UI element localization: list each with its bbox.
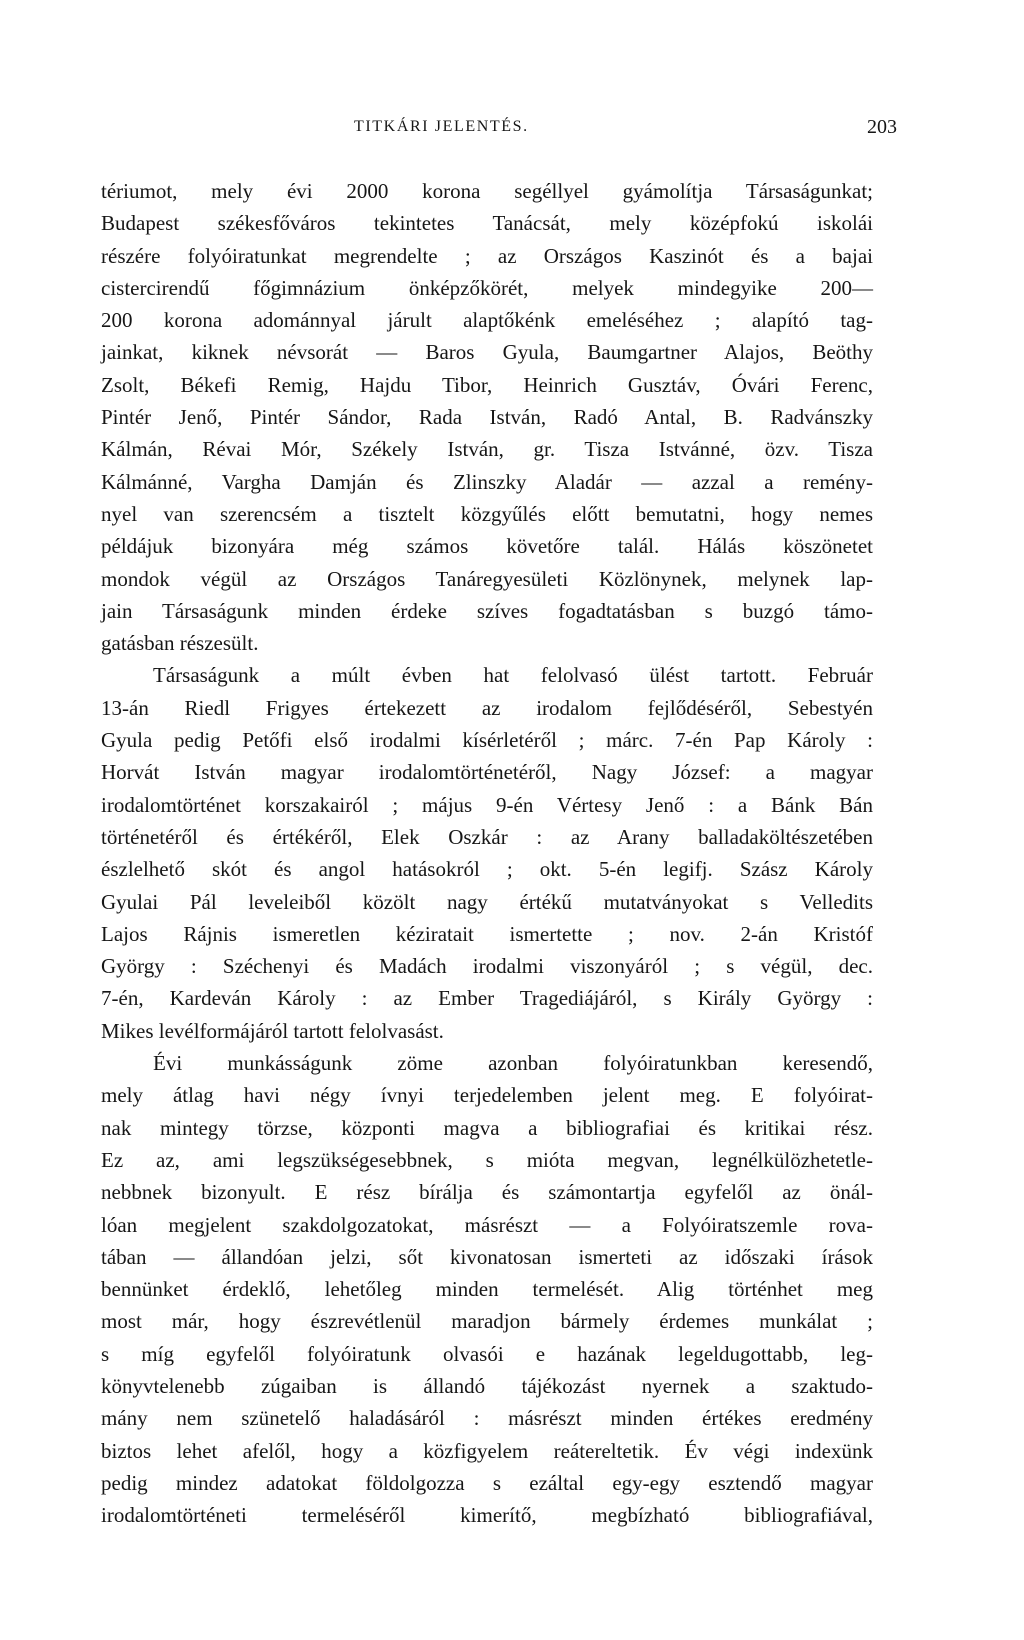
text-line: irodalomtörténeti termeléséről kimerítő, megbízható bibliografiával, <box>101 1503 873 1528</box>
running-title: TITKÁRI JELENTÉS. <box>354 118 529 135</box>
text-line: gatásban részesült. <box>101 631 259 656</box>
text-line: most már, hogy észrevétlenül maradjon bármely érdemes munkálat ; <box>101 1309 873 1334</box>
text-line: tában — állandóan jelzi, sőt kivonatosan ismerteti az időszaki írások <box>101 1244 873 1269</box>
text-line: 13-án Riedl Frigyes értekezett az irodalom fejlődéséről, Sebestyén <box>101 695 873 720</box>
text-line: észlelhető skót és angol hatásokról ; okt. 5-én legifj. Szász Károly <box>101 857 873 882</box>
text-line: s míg egyfelől folyóiratunk olvasói e hazának legeldugottabb, leg- <box>101 1341 873 1366</box>
text-line: könyvtelenebb zúgaiban is állandó tájékozást nyernek a szaktudo- <box>101 1373 873 1398</box>
text-line: Évi munkásságunk zöme azonban folyóiratunkban keresendő, <box>153 1051 873 1076</box>
text-line: bennünket érdeklő, lehetőleg minden termelését. Alig történhet meg <box>101 1277 873 1302</box>
page-number: 203 <box>867 116 897 138</box>
text-line: pedig mindez adatokat földolgozza s ezáltal egy-egy esztendő magyar <box>101 1470 873 1495</box>
text-line: Gyula pedig Petőfi első irodalmi kísérletéről ; márc. 7-én Pap Károly : <box>101 728 873 753</box>
text-line: biztos lehet afelől, hogy a közfigyelem reátereltetik. Év végi indexünk <box>101 1438 873 1463</box>
body-text <box>101 175 873 1531</box>
text-line: tériumot, mely évi 2000 korona segéllyel gyámolítja Társaságunkat; <box>101 179 873 203</box>
text-line: történetéről és értékéről, Elek Oszkár : az Arany balladaköltészetében <box>101 824 873 849</box>
text-line: nebbnek bizonyult. E rész bírálja és számontartja egyfelől az önál- <box>101 1180 873 1205</box>
text-line: Horvát István magyar irodalomtörténetéről, Nagy József: a magyar <box>101 760 873 785</box>
text-line: irodalomtörténet korszakairól ; május 9-én Vértesy Jenő : a Bánk Bán <box>101 792 873 817</box>
text-line: György : Széchenyi és Madách irodalmi viszonyáról ; s végül, dec. <box>101 954 873 979</box>
text-line: Zsolt, Békefi Remig, Hajdu Tibor, Heinrich Gusztáv, Óvári Ferenc, <box>101 372 873 397</box>
text-line: Pintér Jenő, Pintér Sándor, Rada István, Radó Antal, B. Radvánszky <box>101 405 873 430</box>
text-line: Gyulai Pál leveleiből közölt nagy értékű mutatványokat s Velledits <box>101 889 873 914</box>
text-line: cistercirendű főgimnázium önképzőkörét, melyek mindegyike 200— <box>101 275 873 300</box>
text-line: Ez az, ami legszükségesebbnek, s mióta megvan, legnélkülözhetetle- <box>101 1147 873 1172</box>
text-line: lóan megjelent szakdolgozatokat, másrészt — a Folyóiratszemle rova- <box>101 1212 873 1237</box>
text-line: nyel van szerencsém a tisztelt közgyűlés előtt bemutatni, hogy nemes <box>101 501 873 526</box>
text-line: 7-én, Kardeván Károly : az Ember Tragediájáról, s Király György : <box>101 986 873 1011</box>
text-line: Budapest székesfőváros tekintetes Tanácsát, mely középfokú iskolái <box>101 211 873 236</box>
text-line: Társaságunk a múlt évben hat felolvasó ülést tartott. Február <box>153 663 873 688</box>
text-line: 200 korona adománnyal járult alaptőkénk emeléséhez ; alapító tag- <box>101 308 873 333</box>
running-header <box>0 118 1024 142</box>
text-line: jainkat, kiknek névsorát — Baros Gyula, Baumgartner Alajos, Beöthy <box>101 340 873 365</box>
text-line: Kálmánné, Vargha Damján és Zlinszky Aladár — azzal a remény- <box>101 469 873 494</box>
text-line: példájuk bizonyára még számos követőre talál. Hálás köszönetet <box>101 534 873 559</box>
text-line: részére folyóiratunkat megrendelte ; az Országos Kaszinót és a bajai <box>101 243 873 268</box>
text-line: Lajos Rájnis ismeretlen kéziratait ismertette ; nov. 2-án Kristóf <box>101 921 873 946</box>
text-line: mely átlag havi négy ívnyi terjedelemben jelent meg. E folyóirat- <box>101 1083 873 1108</box>
text-line: jain Társaságunk minden érdeke szíves fogadtatásban s buzgó támo- <box>101 598 873 623</box>
text-line: mány nem szünetelő haladásáról : másrészt minden értékes eredmény <box>101 1406 873 1431</box>
text-line: nak mintegy törzse, központi magva a bibliografiai és kritikai rész. <box>101 1115 873 1140</box>
text-line: Mikes levélformájáról tartott felolvasást. <box>101 1018 444 1043</box>
text-line: Kálmán, Révai Mór, Székely István, gr. Tisza Istvánné, özv. Tisza <box>101 437 873 462</box>
text-line: mondok végül az Országos Tanáregyesületi Közlönynek, melynek lap- <box>101 566 873 591</box>
